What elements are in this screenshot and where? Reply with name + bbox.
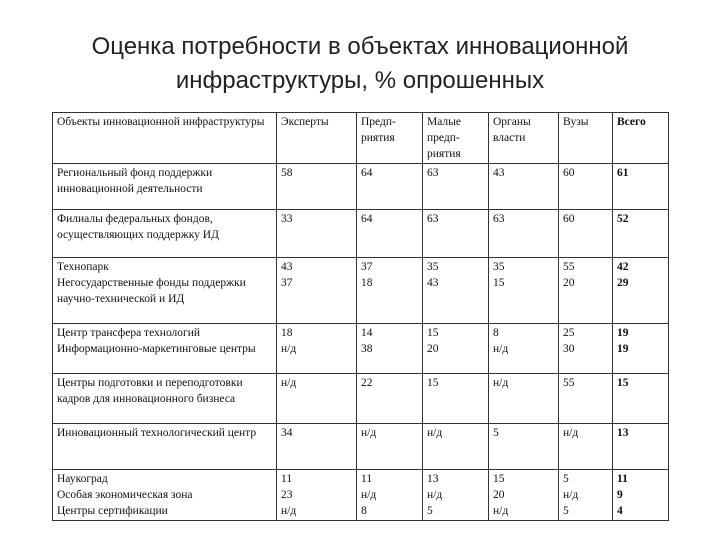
enterprises-value: 22 (361, 377, 373, 389)
object-name: Центр трансфера технологий (57, 327, 201, 339)
enterprises-cell (357, 258, 423, 324)
enterprises-value: 8 (361, 505, 367, 517)
header-universities: Вузы (559, 113, 613, 164)
enterprises-cell (357, 424, 423, 470)
universities-cell (559, 258, 613, 324)
experts-cell (277, 470, 357, 521)
experts-value: 37 (281, 277, 293, 289)
experts-value: 58 (281, 167, 293, 179)
universities-value: 20 (563, 277, 575, 289)
title-line-1: Оценка потребности в объектах инновационной (91, 33, 629, 60)
authorities-cell (489, 324, 559, 374)
total-cell (613, 424, 669, 470)
header-enterprises: Предп-риятия (357, 113, 423, 164)
object-name-cell (53, 324, 277, 374)
authorities-cell (489, 164, 559, 210)
object-name: Центры подготовки и переподготовки кадров для инновационного бизнеса (57, 377, 243, 405)
slide-title (40, 30, 680, 98)
authorities-value: 63 (493, 213, 505, 225)
small-enterprises-cell (423, 470, 489, 521)
authorities-cell (489, 470, 559, 521)
universities-cell (559, 210, 613, 258)
total-value: 15 (617, 377, 629, 389)
authorities-value: 15 (493, 473, 505, 485)
total-value: 19 (617, 343, 629, 355)
total-cell (613, 210, 669, 258)
object-name: Наукоград (57, 473, 108, 485)
header-authorities: Органы власти (489, 113, 559, 164)
enterprises-cell (357, 374, 423, 424)
universities-value: 30 (563, 343, 575, 355)
universities-cell (559, 164, 613, 210)
enterprises-cell (357, 470, 423, 521)
innovation-infrastructure-table (52, 112, 669, 521)
small-enterprises-value: н/д (427, 427, 443, 439)
enterprises-value: н/д (361, 427, 377, 439)
experts-cell (277, 374, 357, 424)
enterprises-value: 11 (361, 473, 373, 485)
total-value: 11 (617, 473, 628, 485)
small-enterprises-value: 20 (427, 343, 439, 355)
enterprises-cell (357, 324, 423, 374)
universities-cell (559, 424, 613, 470)
experts-cell (277, 324, 357, 374)
object-name: Негосударственные фонды поддержки научно-технической и ИД (57, 277, 246, 305)
total-value: 9 (617, 489, 623, 501)
object-name: Информационно-маркетинговые центры (57, 343, 256, 355)
experts-cell (277, 258, 357, 324)
header-row (53, 113, 669, 164)
enterprises-value: 37 (361, 261, 373, 273)
small-enterprises-cell (423, 424, 489, 470)
small-enterprises-value: 43 (427, 277, 439, 289)
small-enterprises-value: 35 (427, 261, 439, 273)
small-enterprises-cell (423, 258, 489, 324)
universities-value: н/д (563, 427, 579, 439)
authorities-value: 20 (493, 489, 505, 501)
object-name-cell (53, 164, 277, 210)
universities-value: 60 (563, 213, 575, 225)
authorities-value: н/д (493, 505, 509, 517)
object-name: Региональный фонд поддержки инновационной деятельности (57, 167, 213, 195)
small-enterprises-value: 13 (427, 473, 439, 485)
universities-value: 55 (563, 261, 575, 273)
small-enterprises-cell (423, 324, 489, 374)
object-name: Особая экономическая зона (57, 489, 193, 501)
total-cell (613, 164, 669, 210)
authorities-value: 35 (493, 261, 505, 273)
total-cell (613, 374, 669, 424)
universities-cell (559, 374, 613, 424)
object-name: Инновационный технологический центр (57, 427, 257, 439)
authorities-value: 5 (493, 427, 499, 439)
universities-value: 25 (563, 327, 575, 339)
experts-value: 33 (281, 213, 293, 225)
total-value: 19 (617, 327, 629, 339)
table-row (53, 470, 669, 521)
authorities-cell (489, 424, 559, 470)
universities-value: н/д (563, 489, 579, 501)
object-name: Технопарк (57, 261, 109, 273)
total-cell (613, 470, 669, 521)
enterprises-value: 38 (361, 343, 373, 355)
experts-value: н/д (281, 343, 297, 355)
authorities-value: 8 (493, 327, 499, 339)
universities-value: 5 (563, 473, 569, 485)
table-row (53, 324, 669, 374)
header-experts: Эксперты (277, 113, 357, 164)
total-value: 4 (617, 505, 623, 517)
header-objects: Объекты инновационной инфраструктуры (53, 113, 277, 164)
table-row (53, 164, 669, 210)
enterprises-value: 64 (361, 213, 373, 225)
experts-cell (277, 210, 357, 258)
object-name-cell (53, 210, 277, 258)
enterprises-value: 14 (361, 327, 373, 339)
total-value: 42 (617, 261, 629, 273)
object-name-cell (53, 374, 277, 424)
object-name: Центры сертификации (57, 505, 168, 517)
universities-cell (559, 324, 613, 374)
small-enterprises-value: 63 (427, 213, 439, 225)
total-cell (613, 258, 669, 324)
small-enterprises-cell (423, 374, 489, 424)
small-enterprises-cell (423, 210, 489, 258)
authorities-value: 15 (493, 277, 505, 289)
authorities-cell (489, 258, 559, 324)
experts-value: 23 (281, 489, 293, 501)
table-row (53, 210, 669, 258)
total-value: 29 (617, 277, 629, 289)
object-name: Филиалы федеральных фондов, осуществляющих поддержку ИД (57, 213, 219, 241)
experts-value: 18 (281, 327, 293, 339)
header-small-enterprises: Малые предп-риятия (423, 113, 489, 164)
authorities-value: н/д (493, 377, 509, 389)
small-enterprises-value: 15 (427, 327, 439, 339)
experts-cell (277, 164, 357, 210)
experts-cell (277, 424, 357, 470)
authorities-value: 43 (493, 167, 505, 179)
total-value: 13 (617, 427, 629, 439)
table-row (53, 258, 669, 324)
object-name-cell (53, 470, 277, 521)
small-enterprises-cell (423, 164, 489, 210)
universities-value: 60 (563, 167, 575, 179)
small-enterprises-value: 15 (427, 377, 439, 389)
enterprises-cell (357, 210, 423, 258)
object-name-cell (53, 424, 277, 470)
experts-value: 34 (281, 427, 293, 439)
total-cell (613, 324, 669, 374)
experts-value: н/д (281, 505, 297, 517)
total-value: 61 (617, 167, 629, 179)
authorities-cell (489, 374, 559, 424)
enterprises-value: 18 (361, 277, 373, 289)
header-total: Всего (613, 113, 669, 164)
small-enterprises-value: 5 (427, 505, 433, 517)
experts-value: 11 (281, 473, 293, 485)
total-value: 52 (617, 213, 629, 225)
small-enterprises-value: н/д (427, 489, 443, 501)
small-enterprises-value: 63 (427, 167, 439, 179)
universities-value: 55 (563, 377, 575, 389)
table-row (53, 374, 669, 424)
enterprises-value: 64 (361, 167, 373, 179)
experts-value: 43 (281, 261, 293, 273)
object-name-cell (53, 258, 277, 324)
authorities-value: н/д (493, 343, 509, 355)
title-line-2: инфраструктуры, % опрошенных (175, 67, 545, 94)
universities-cell (559, 470, 613, 521)
enterprises-value: н/д (361, 489, 377, 501)
enterprises-cell (357, 164, 423, 210)
universities-value: 5 (563, 505, 569, 517)
table-row (53, 424, 669, 470)
experts-value: н/д (281, 377, 297, 389)
authorities-cell (489, 210, 559, 258)
